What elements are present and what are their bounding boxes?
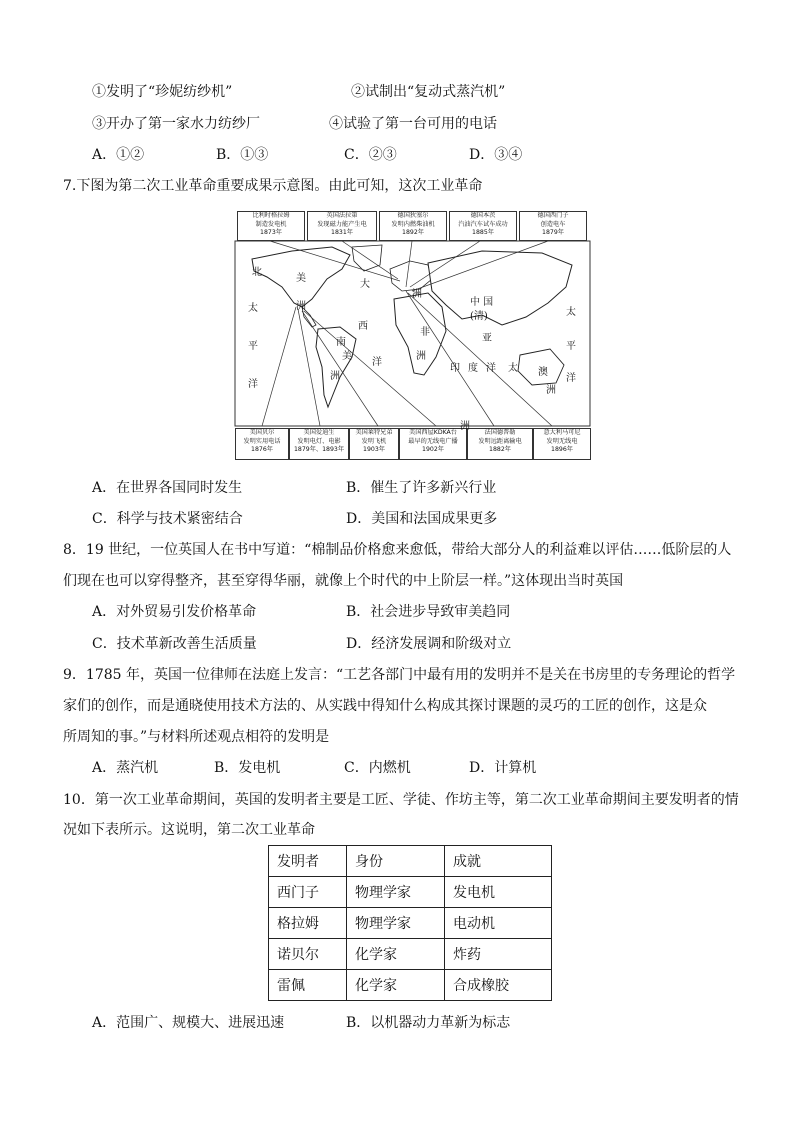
map-label-yang-west: 洋 xyxy=(248,379,258,390)
map-bottom-box-wright xyxy=(349,428,399,460)
map-box-line: 发明内燃柴油机 xyxy=(391,220,435,228)
q8-choice-a: A．对外贸易引发价格革命 xyxy=(92,604,257,620)
map-top-box-gramme xyxy=(237,211,305,241)
map-box-line: 意大利马可尼 xyxy=(543,429,581,436)
map-box-line: 最早的无线电广播 xyxy=(408,437,458,445)
map-top-box-faraday xyxy=(307,211,377,241)
map-box-line: 德国狄塞尔 xyxy=(397,212,429,219)
q9-stem-line3: 所周知的事。”与材料所述观点相符的发明是 xyxy=(63,729,330,745)
q7-choice-b: B．催生了许多新兴行业 xyxy=(346,480,497,496)
map-bottom-box-marconi xyxy=(533,428,591,460)
map-box-line: 1885年 xyxy=(472,229,494,236)
map-label-yang-atlantic: 洋 xyxy=(372,357,382,368)
table-row xyxy=(269,877,552,908)
table-header-cell: 身份 xyxy=(347,846,445,877)
map-label-yang-east: 洋 xyxy=(566,373,576,384)
map-label-zhou-af: 洲 xyxy=(416,351,426,362)
table-cell: 合成橡胶 xyxy=(445,970,552,1001)
map-label-ping-east: 平 xyxy=(566,341,576,352)
map-label-ao: 澳 xyxy=(538,367,548,378)
q8-choice-c: C．技术革新改善生活质量 xyxy=(92,636,257,652)
map-top-box-siemens xyxy=(519,211,587,241)
table-cell: 格拉姆 xyxy=(269,908,347,939)
map-box-line: 1902年 xyxy=(422,446,444,453)
map-box-line: 法国德普勒 xyxy=(484,429,516,436)
table-cell: 化学家 xyxy=(347,970,445,1001)
map-bottom-box-bell xyxy=(235,428,289,460)
q6-choice-c: C．②③ xyxy=(344,147,397,163)
table-cell: 化学家 xyxy=(347,939,445,970)
table-cell: 电动机 xyxy=(445,908,552,939)
map-label-tai-aus: 太 xyxy=(508,363,518,374)
q6-option-3: ③开办了第一家水力纺纱厂 xyxy=(92,116,260,132)
map-label-bei: 北 xyxy=(252,267,262,278)
map-label-tai-west: 太 xyxy=(248,303,258,314)
table-cell: 物理学家 xyxy=(347,877,445,908)
table-cell: 炸药 xyxy=(445,939,552,970)
q9-stem-line1: 9．1785 年，英国一位律师在法庭上发言：“工艺各部门中最有用的发明并不是关在书房里的专务理论的哲学 xyxy=(63,667,736,683)
map-box-line: 汽油汽车试车成功 xyxy=(458,220,508,228)
map-box-line: 美国西屋KDKA台 xyxy=(409,429,457,436)
table-row xyxy=(269,939,552,970)
table-cell: 物理学家 xyxy=(347,908,445,939)
q8-stem-line2: 们现在也可以穿得整齐，甚至穿得华丽，就像上个时代的中上阶层一样。”这体现出当时英国 xyxy=(63,573,624,589)
world-map-drawing xyxy=(232,207,594,463)
map-box-line: 1882年 xyxy=(489,446,511,453)
q10-stem-line1: 10．第一次工业革命期间，英国的发明者主要是工匠、学徒、作坊主等，第二次工业革命期间主要发明者的情 xyxy=(63,792,739,808)
map-box-line: 1831年 xyxy=(331,229,353,236)
q9-choice-c: C．内燃机 xyxy=(344,760,411,776)
q7-stem: 7.下图为第二次工业革命重要成果示意图。由此可知，这次工业革命 xyxy=(63,178,483,194)
map-box-line: 发明飞机 xyxy=(361,437,387,445)
map-label-zhou-eu: 洲 xyxy=(412,289,422,300)
q8-choice-b: B．社会进步导致审美趋同 xyxy=(346,604,511,620)
q10-stem-line2: 况如下表所示。这说明，第二次工业革命 xyxy=(63,822,315,838)
q7-choice-a: A．在世界各国同时发生 xyxy=(92,480,243,496)
map-label-ping-west: 平 xyxy=(248,341,258,352)
map-label-zhou-bottom: 洲 xyxy=(460,421,470,432)
map-label-mei-sa: 美 xyxy=(342,351,352,362)
map-label-nan: 南 xyxy=(336,337,346,348)
table-cell: 诺贝尔 xyxy=(269,939,347,970)
map-label-zhongguo: 中 国 xyxy=(470,297,494,308)
map-box-line: 比利时格拉姆 xyxy=(252,212,290,219)
map-label-da: 大 xyxy=(360,279,370,290)
q6-choice-d: D．③④ xyxy=(469,147,523,163)
q10-choice-b: B．以机器动力革新为标志 xyxy=(346,1015,511,1031)
table-cell: 西门子 xyxy=(269,877,347,908)
map-label-zhou-na: 洲 xyxy=(296,301,306,312)
map-box-line: 发明无线电 xyxy=(546,437,578,445)
map-box-line: 1879年、1893年 xyxy=(293,446,345,453)
map-box-line: 发现磁力能产生电 xyxy=(317,220,367,228)
q6-choice-b: B．①③ xyxy=(216,147,269,163)
map-bottom-box-deprez xyxy=(467,428,533,460)
map-bottom-box-edison xyxy=(289,428,349,460)
map-box-line: 发明远距离输电 xyxy=(478,437,522,445)
q6-choice-a: A．①② xyxy=(92,147,145,163)
map-label-yin: 印 xyxy=(450,363,460,374)
map-bottom-box-kdka xyxy=(399,428,467,460)
q6-option-4: ④试验了第一台可用的电话 xyxy=(329,116,497,132)
q7-choice-d: D．美国和法国成果更多 xyxy=(346,511,498,527)
map-label-tai-east: 太 xyxy=(566,307,576,318)
q8-choice-d: D．经济发展调和阶级对立 xyxy=(346,636,512,652)
table-row xyxy=(269,908,552,939)
map-box-line: 1876年 xyxy=(251,446,273,453)
inventors-table xyxy=(268,845,552,1001)
industrial-revolution-map xyxy=(232,207,594,463)
map-box-line: 发明实用电话 xyxy=(243,437,281,445)
map-label-mei-na: 美 xyxy=(296,273,306,284)
table-cell: 发电机 xyxy=(445,877,552,908)
q7-choice-c: C．科学与技术紧密结合 xyxy=(92,511,243,527)
map-box-line: 制造发电机 xyxy=(255,220,287,228)
table-header-cell: 发明者 xyxy=(269,846,347,877)
map-label-ya: 亚 xyxy=(482,333,492,344)
map-box-line: 创造电车 xyxy=(540,220,566,228)
map-label-yang-indian: 洋 xyxy=(486,363,496,374)
map-top-box-diesel xyxy=(379,211,447,241)
map-box-line: 发明电灯、电影 xyxy=(297,437,341,445)
q6-option-1: ①发明了“珍妮纺纱机” xyxy=(92,84,233,100)
map-label-qing: (清) xyxy=(470,311,488,322)
map-box-line: 美国莱特兄弟 xyxy=(355,429,393,436)
map-box-line: 1896年 xyxy=(551,446,573,453)
table-header-row xyxy=(269,846,552,877)
map-box-line: 美国爱迪生 xyxy=(303,429,335,436)
table-row xyxy=(269,970,552,1001)
map-label-du: 度 xyxy=(468,363,478,374)
q10-choice-a: A．范围广、规模大、进展迅速 xyxy=(92,1015,285,1031)
map-box-line: 德国西门子 xyxy=(537,212,569,219)
q6-option-2: ②试制出“复动式蒸汽机” xyxy=(351,84,506,100)
map-box-line: 美国贝尔 xyxy=(249,429,275,436)
q9-stem-line2: 家们的创作，而是通晓使用技术方法的、从实践中得知什么构成其探讨课题的灵巧的工匠的创作，这是众 xyxy=(63,698,707,714)
map-label-zhou-au: 洲 xyxy=(546,385,556,396)
q8-stem-line1: 8．19 世纪，一位英国人在书中写道：“棉制品价格愈来愈低，带给大部分人的利益难以评估……低阶层的人 xyxy=(63,542,732,558)
map-label-zhou-sa: 洲 xyxy=(330,371,340,382)
map-box-line: 1873年 xyxy=(260,229,282,236)
map-box-line: 英国法拉第 xyxy=(326,212,358,219)
q9-choice-a: A．蒸汽机 xyxy=(92,760,159,776)
map-top-box-benz xyxy=(449,211,517,241)
map-box-line: 1879年 xyxy=(542,229,564,236)
q9-choice-b: B．发电机 xyxy=(214,760,281,776)
table-header-cell: 成就 xyxy=(445,846,552,877)
table-cell: 雷佩 xyxy=(269,970,347,1001)
map-box-line: 德国本茨 xyxy=(470,212,496,219)
map-box-line: 1892年 xyxy=(402,229,424,236)
map-label-fei: 非 xyxy=(420,327,430,338)
map-label-xi: 西 xyxy=(358,321,368,332)
map-box-line: 1903年 xyxy=(363,446,385,453)
q9-choice-d: D．计算机 xyxy=(469,760,537,776)
